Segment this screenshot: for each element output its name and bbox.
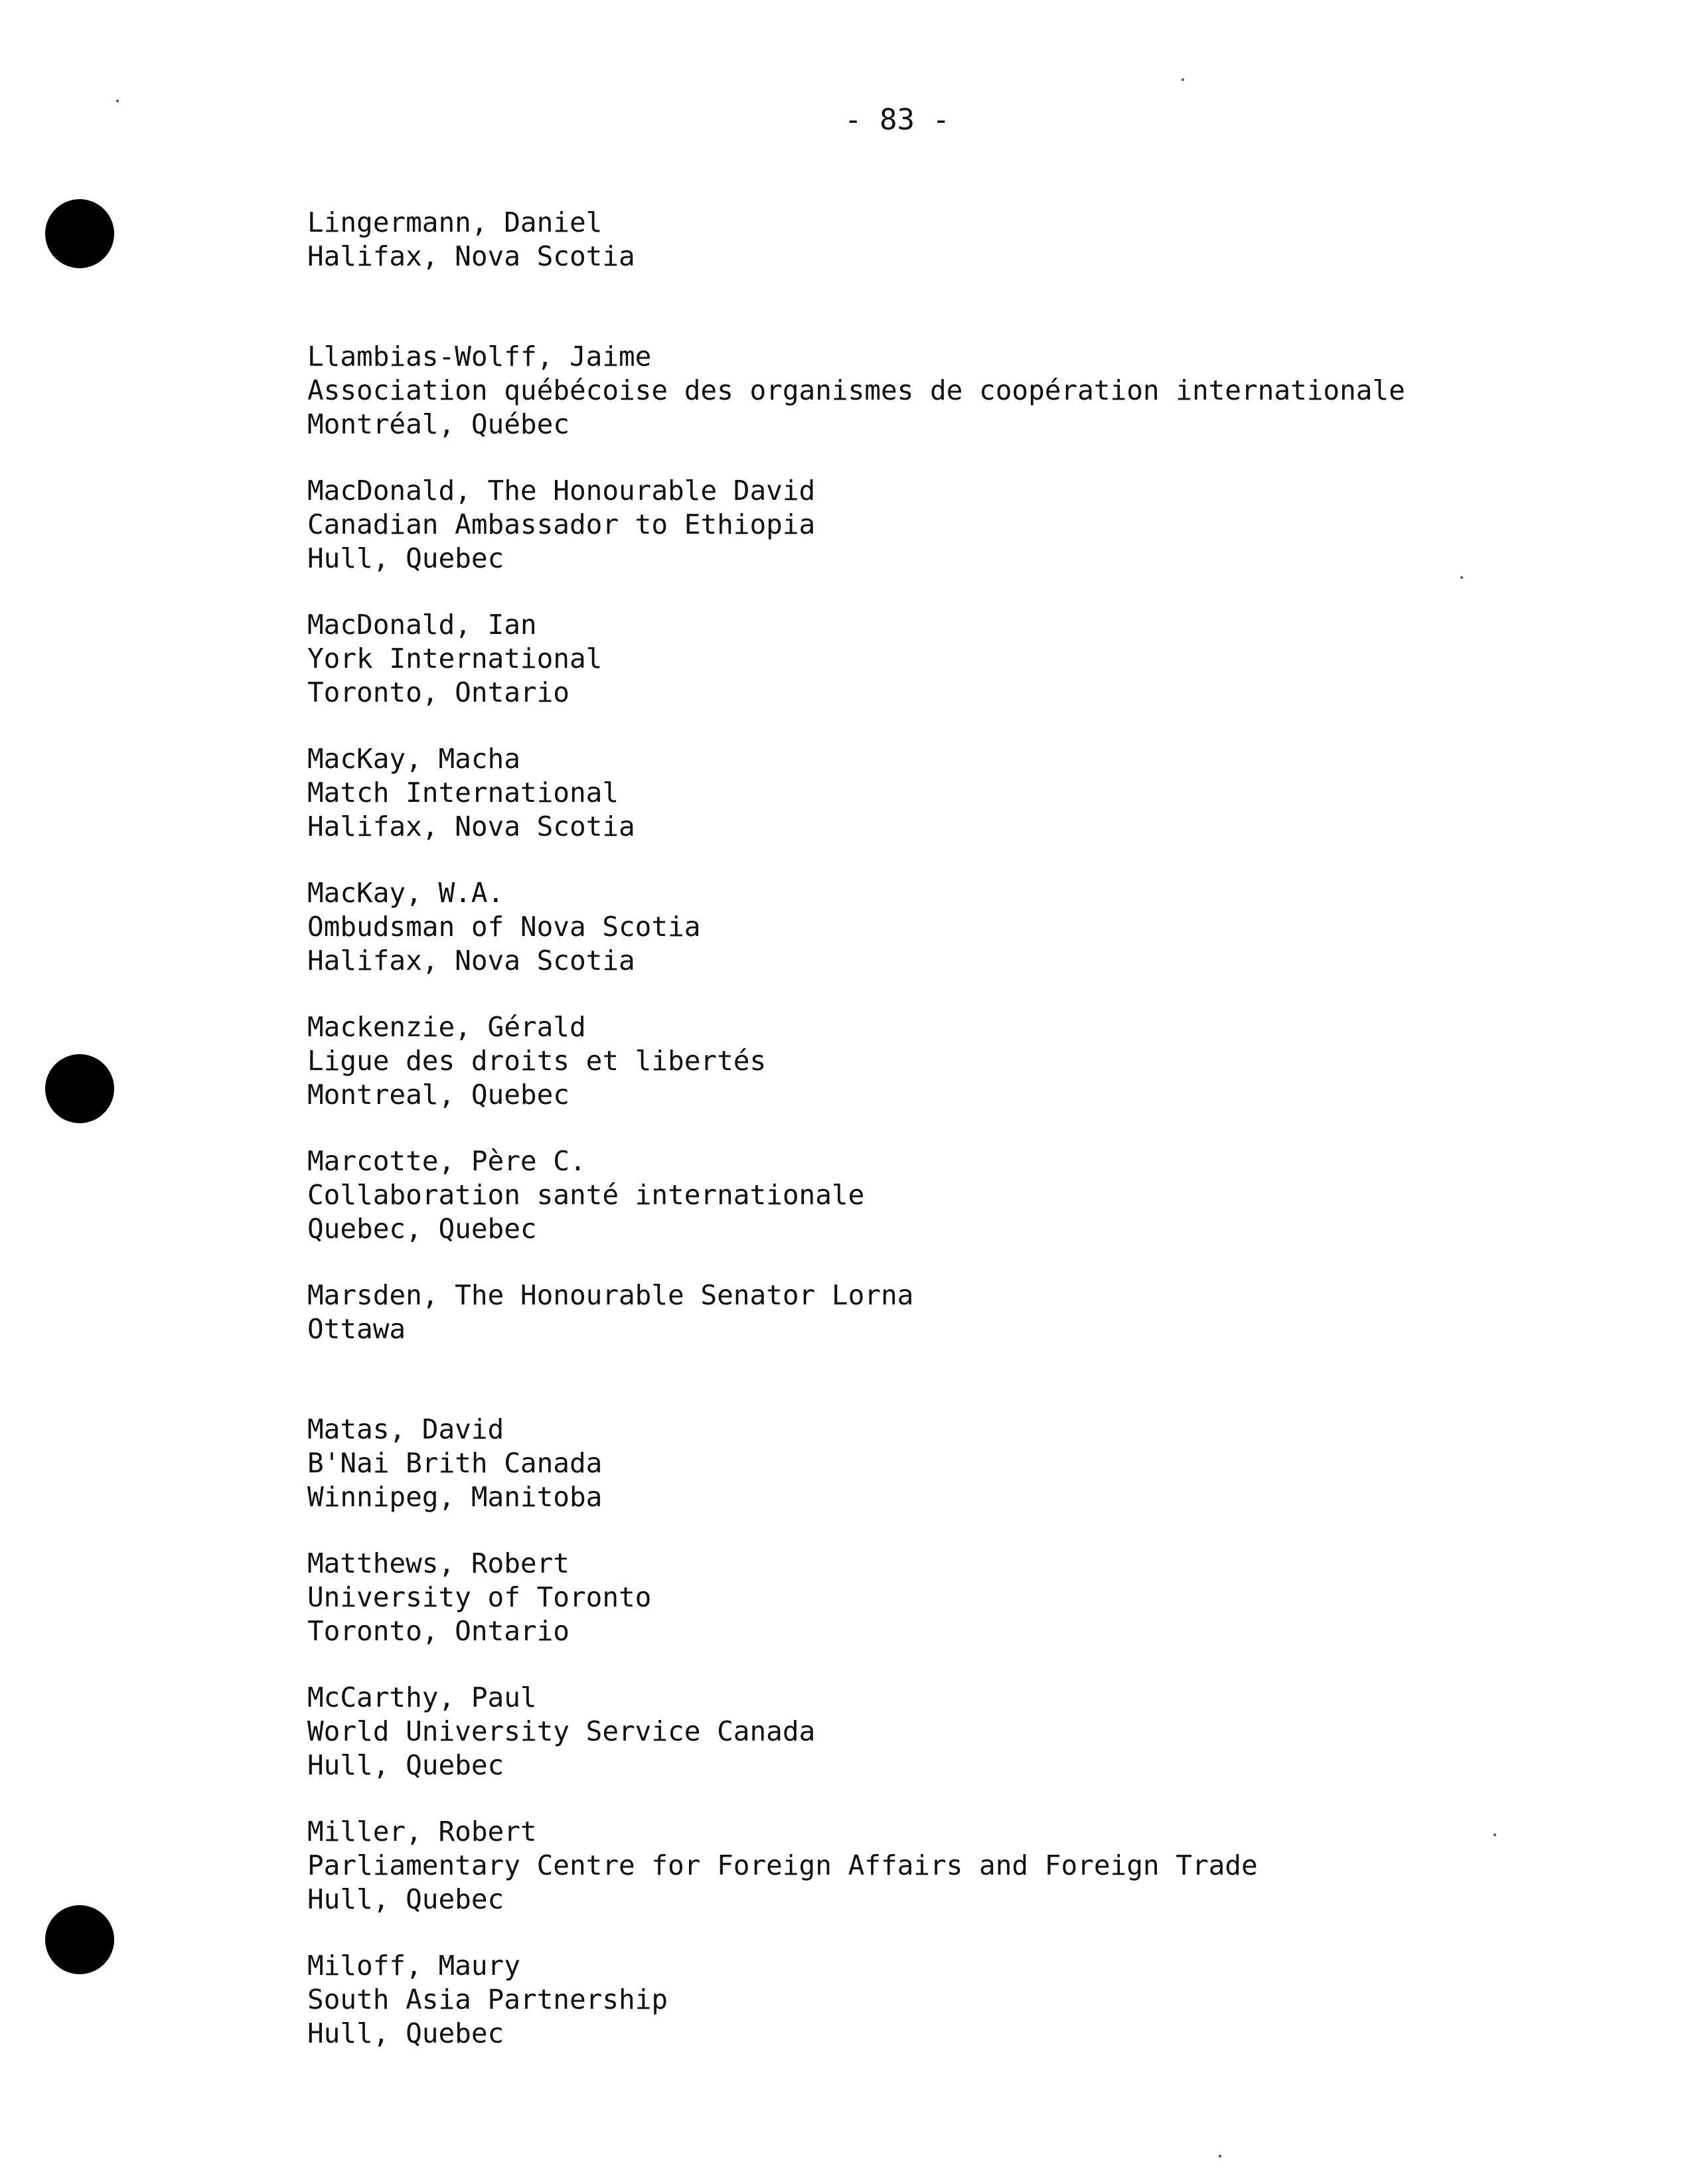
participant-name: Marcotte, Père C. — [307, 1145, 586, 1177]
list-item — [307, 1547, 1635, 1681]
scan-speck — [1219, 2155, 1221, 2157]
participant-list — [307, 206, 1635, 2083]
scan-speck — [116, 100, 119, 102]
list-item — [307, 608, 1635, 742]
participant-name: MacKay, Macha — [307, 743, 520, 775]
participant-detail: University of Toronto — [307, 1581, 652, 1613]
participant-detail: Hull, Quebec — [307, 1749, 504, 1781]
punch-hole — [45, 1054, 114, 1123]
list-item — [307, 340, 1635, 474]
participant-name: Matthews, Robert — [307, 1547, 570, 1579]
list-item — [307, 1815, 1635, 1949]
participant-name: Miloff, Maury — [307, 1950, 520, 1982]
participant-detail: Montreal, Quebec — [307, 1079, 570, 1111]
participant-detail: Hull, Quebec — [307, 1883, 504, 1915]
participant-detail: South Asia Partnership — [307, 1984, 668, 2015]
participant-detail: Quebec, Quebec — [307, 1213, 537, 1245]
participant-detail: Halifax, Nova Scotia — [307, 811, 635, 842]
participant-detail: Montréal, Québec — [307, 408, 570, 440]
participant-detail: Collaboration santé internationale — [307, 1179, 865, 1211]
participant-detail: York International — [307, 643, 603, 674]
participant-detail: Match International — [307, 777, 619, 809]
list-item — [307, 876, 1635, 1010]
participant-name: MacKay, W.A. — [307, 877, 504, 909]
punch-hole — [45, 199, 114, 268]
participant-name: MacDonald, Ian — [307, 609, 537, 641]
participant-name: Miller, Robert — [307, 1816, 537, 1847]
participant-detail: Toronto, Ontario — [307, 1615, 570, 1647]
participant-detail: Ombudsman of Nova Scotia — [307, 911, 701, 943]
list-item — [307, 1949, 1635, 2083]
participant-name: MacDonald, The Honourable David — [307, 475, 816, 507]
page-number: - 83 - — [844, 103, 950, 137]
participant-detail: Toronto, Ontario — [307, 676, 570, 708]
participant-detail: Parliamentary Centre for Foreign Affairs and Foreign Trade — [307, 1849, 1258, 1881]
participant-name: Llambias-Wolff, Jaime — [307, 341, 652, 372]
list-item — [307, 1413, 1635, 1547]
participant-detail: World University Service Canada — [307, 1715, 816, 1747]
participant-detail: Association québécoise des organismes de coopération internationale — [307, 374, 1405, 406]
participant-detail: Hull, Quebec — [307, 2017, 504, 2049]
participant-detail: B'Nai Brith Canada — [307, 1447, 603, 1479]
participant-name: Matas, David — [307, 1413, 504, 1445]
participant-detail: Hull, Quebec — [307, 542, 504, 574]
list-item — [307, 474, 1635, 608]
list-item — [307, 1010, 1635, 1144]
participant-detail: Halifax, Nova Scotia — [307, 945, 635, 976]
list-item — [307, 742, 1635, 876]
participant-name: Lingermann, Daniel — [307, 206, 603, 238]
list-item — [307, 1681, 1635, 1815]
participant-detail: Ligue des droits et libertés — [307, 1045, 767, 1077]
list-item — [307, 1279, 1635, 1413]
participant-name: Marsden, The Honourable Senator Lorna — [307, 1279, 914, 1311]
participant-detail: Canadian Ambassador to Ethiopia — [307, 508, 816, 540]
punch-hole — [45, 1905, 114, 1974]
participant-name: Mackenzie, Gérald — [307, 1011, 586, 1043]
list-item — [307, 1144, 1635, 1279]
list-item — [307, 206, 1635, 340]
scan-speck — [1182, 78, 1184, 81]
participant-detail: Halifax, Nova Scotia — [307, 240, 635, 272]
participant-detail: Ottawa — [307, 1313, 406, 1345]
participant-name: McCarthy, Paul — [307, 1681, 537, 1713]
participant-detail: Winnipeg, Manitoba — [307, 1481, 603, 1513]
